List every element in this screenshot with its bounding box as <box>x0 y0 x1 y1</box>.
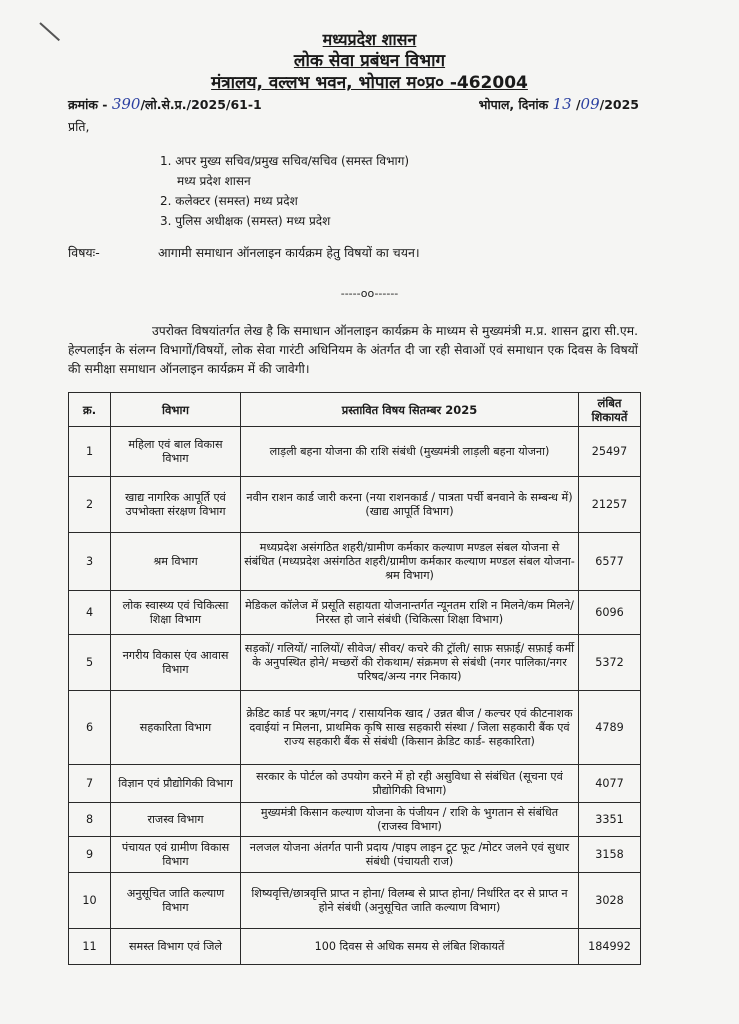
recipient-3: 3. पुलिस अधीक्षक (समस्त) मध्य प्रदेश <box>160 214 331 228</box>
cell-dept: विज्ञान एवं प्रौद्योगिकी विभाग <box>111 765 241 803</box>
table-row <box>69 635 641 691</box>
subject-text: आगामी समाधान ऑनलाइन कार्यक्रम हेतु विषयों का चयन। <box>158 245 420 260</box>
cell-dept: राजस्व विभाग <box>111 803 241 837</box>
reference-number <box>68 95 262 113</box>
prati-label: प्रति, <box>68 119 90 134</box>
cell-subject: 100 दिवस से अधिक समय से लंबित शिकायतें <box>241 929 579 965</box>
header-department: लोक सेवा प्रबंधन विभाग <box>293 51 446 71</box>
table-row <box>69 477 641 533</box>
cell-dept: महिला एवं बाल विकास विभाग <box>111 427 241 477</box>
place-date-label: भोपाल, दिनांक <box>478 97 549 112</box>
recipient-1-sub: मध्य प्रदेश शासन <box>177 174 251 188</box>
cell-subject: नवीन राशन कार्ड जारी करना (नया राशनकार्ड / पात्रता पर्ची बनवाने के सम्बन्ध में) (खाद्य आपूर्ति विभाग) <box>241 477 579 533</box>
topics-table <box>68 392 641 965</box>
table-header-row <box>69 393 641 427</box>
cell-pending: 3158 <box>579 837 641 873</box>
separator: -----oo------ <box>340 287 399 300</box>
cell-dept: लोक स्वास्थ्य एवं चिकित्सा शिक्षा विभाग <box>111 591 241 635</box>
cell-pending: 6577 <box>579 533 641 591</box>
cell-subject: लाड़ली बहना योजना की राशि संबंधी (मुख्यमंत्री लाड़ली बहना योजना) <box>241 427 579 477</box>
table-row <box>69 765 641 803</box>
cell-subject: मेडिकल कॉलेज में प्रसूति सहायता योजनान्तर्गत न्यूनतम राशि न मिलने/कम मिलने/ निरस्त हो जाने संबंधी (चिकित्सा शिक्षा विभाग) <box>241 591 579 635</box>
cell-pending: 184992 <box>579 929 641 965</box>
cell-sno: 11 <box>69 929 111 965</box>
cell-subject: मध्यप्रदेश असंगठित शहरी/ग्रामीण कर्मकार कल्याण मण्डल संबल योजना से संबंधित (मध्यप्रदेश असंगठित शहरी/ग्रामीण कर्मकार कल्याण मण्डल संबल योजना- श्रम विभाग) <box>241 533 579 591</box>
table-row <box>69 691 641 765</box>
table-row <box>69 837 641 873</box>
cell-subject: सड़कों/ गलियों/ नालियों/ सीवेज/ सीवर/ कचरे की ट्रॉली/ साफ़ सफ़ाई/ सफ़ाई कर्मी के अनुपस्थित होने/ मच्छरों की रोकथाम/ संक्रमण से संबंधी (नगर पालिका/नगर परिषद/अन्य नगर निकाय) <box>241 635 579 691</box>
cell-sno: 1 <box>69 427 111 477</box>
table-row <box>69 427 641 477</box>
kramank-label: क्रमांक - <box>68 97 108 112</box>
cell-dept: अनुसूचित जाति कल्याण विभाग <box>111 873 241 929</box>
table-row <box>69 873 641 929</box>
cell-dept: पंचायत एवं ग्रामीण विकास विभाग <box>111 837 241 873</box>
cell-pending: 3351 <box>579 803 641 837</box>
cell-sno: 6 <box>69 691 111 765</box>
body-paragraph <box>68 322 638 379</box>
subject-label: विषयः- <box>68 245 100 260</box>
cell-subject: नलजल योजना अंतर्गत पानी प्रदाय /पाइप लाइन टूट फूट /मोटर जलने एवं सुधार संबंधी (पंचायती राज) <box>241 837 579 873</box>
cell-sno: 5 <box>69 635 111 691</box>
cell-dept: नगरीय विकास एंव आवास विभाग <box>111 635 241 691</box>
table-row <box>69 803 641 837</box>
cell-pending: 5372 <box>579 635 641 691</box>
recipient-1: 1. अपर मुख्य सचिव/प्रमुख सचिव/सचिव (समस्त विभाग) <box>160 154 410 168</box>
cell-sno: 3 <box>69 533 111 591</box>
cell-sno: 10 <box>69 873 111 929</box>
place-date: भोपाल, दिनांक 13 /09/2025 <box>478 95 639 113</box>
cell-pending: 4789 <box>579 691 641 765</box>
col-header-subject: प्रस्तावित विषय सितम्बर 2025 <box>241 393 579 427</box>
col-header-sno: क्र. <box>69 393 111 427</box>
cell-subject: क्रेडिट कार्ड पर ऋण/नगद / रासायनिक खाद / उन्नत बीज / कल्चर एवं कीटनाशक दवाईयां न मिलना, प्राथमिक कृषि साख सहकारी संस्था / जिला सहकारी बैंक एवं राज्य सहकारी बैंक से संबंधी (किसान क्रेडिट कार्ड- सहकारिता) <box>241 691 579 765</box>
header-address: मंत्रालय, वल्लभ भवन, भोपाल म०प्र० -462004 <box>211 73 528 93</box>
header-government: मध्यप्रदेश शासन <box>322 30 417 49</box>
col-header-dept: विभाग <box>111 393 241 427</box>
cell-dept: सहकारिता विभाग <box>111 691 241 765</box>
kramank-suffix: /लो.से.प्र./2025/61-1 <box>140 97 262 112</box>
date-month: 09 <box>580 95 600 113</box>
cell-pending: 3028 <box>579 873 641 929</box>
cell-pending: 21257 <box>579 477 641 533</box>
table-row <box>69 533 641 591</box>
cell-subject: मुख्यमंत्री किसान कल्याण योजना के पंजीयन / राशि के भुगतान से संबंधित (राजस्व विभाग) <box>241 803 579 837</box>
body-paragraph-text: उपरोक्त विषयांतर्गत लेख है कि समाधान ऑनलाइन कार्यक्रम के माध्यम से मुख्यमंत्री म.प्र. शासन द्वारा सी.एम. हेल्पलाईन के संलग्न विभागों/विषयों, लोक सेवा गारंटी अधिनियम के अंतर्गत दी जा रही सेवाओं एवं समाधान एक दिवस के विषयों की समीक्षा समाधान ऑनलाइन कार्यक्रम में की जावेगी। <box>68 324 638 376</box>
cell-dept: समस्त विभाग एवं जिले <box>111 929 241 965</box>
date-year: /2025 <box>599 97 639 112</box>
cell-sno: 2 <box>69 477 111 533</box>
table-row <box>69 929 641 965</box>
recipient-2: 2. कलेक्टर (समस्त) मध्य प्रदेश <box>160 194 298 208</box>
table-row <box>69 591 641 635</box>
cell-pending: 6096 <box>579 591 641 635</box>
cell-pending: 25497 <box>579 427 641 477</box>
cell-subject: सरकार के पोर्टल को उपयोग करने में हो रही असुविधा से संबंधित (सूचना एवं प्रौद्योगिकी विभाग) <box>241 765 579 803</box>
col-header-pending: लंबित शिकायतें <box>579 393 641 427</box>
cell-subject: शिष्यवृत्ति/छात्रवृत्ति प्राप्त न होना/ विलम्ब से प्राप्त होना/ निर्धारित दर से प्राप्त न होने संबंधी (अनुसूचित जाति कल्याण विभाग) <box>241 873 579 929</box>
cell-dept: खाद्य नागरिक आपूर्ति एवं उपभोक्ता संरक्षण विभाग <box>111 477 241 533</box>
date-day: 13 <box>552 95 572 113</box>
cell-dept: श्रम विभाग <box>111 533 241 591</box>
cell-sno: 9 <box>69 837 111 873</box>
kramank-handwritten-number: 390 <box>111 95 141 113</box>
cell-sno: 4 <box>69 591 111 635</box>
cell-pending: 4077 <box>579 765 641 803</box>
cell-sno: 8 <box>69 803 111 837</box>
cell-sno: 7 <box>69 765 111 803</box>
